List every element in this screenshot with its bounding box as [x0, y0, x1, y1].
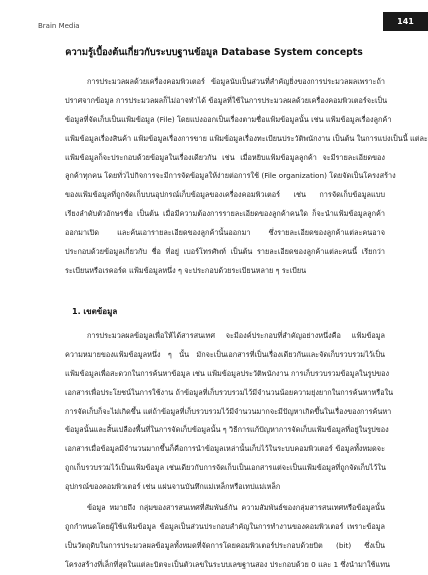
text-line: ข้อมูลนั้นและสิ้นเปลืองพื้นที่ในการจัดเก็บข้อมูลนั้น ๆ วิธีการแก้ปัญหาการจัดเก็บแฟ้มข้อมูลที่อยู่ในรูปของ — [65, 425, 389, 435]
text-line: ถูกกำหนดโดยผู้ใช้แฟ้มข้อมูล ข้อมูลเป็นส่วนประกอบสำคัญในการทำงานของคอมพิวเตอร์ เพราะข้อมูล — [65, 521, 385, 531]
text-line: แฟ้มข้อมูลก็จะประกอบด้วยข้อมูลในเรื่องเดียวกัน เช่น เมื่อหยิบแฟ้มข้อมูลลูกค้า จะมีรายละเอียดของ — [65, 152, 385, 162]
text-line: เอกสารเมื่อข้อมูลมีจำนวนมากขึ้นก็คือการนำข้อมูลเหล่านั้นเก็บไว้ในระบบคอมพิวเตอร์ ข้อมูลทั้งหมดจะ — [65, 444, 385, 454]
paragraph-intro — [65, 73, 428, 281]
text-line: โครงสร้างที่เล็กที่สุดในแต่ละบิตจะเป็นตัวเลขในระบบเลขฐานสอง ประกอบด้วย 0 และ 1 ซึ่งนำมาใช้แทน — [65, 559, 390, 569]
text-line: เรียงลำดับตัวอักษรชื่อ เป็นต้น เมื่อมีความต้องการรายละเอียดของลูกค้าคนใด ก็จะนำแฟ้มข้อมูลลูกค้า — [65, 209, 385, 219]
text-line: ระเบียนหรือเรคอร์ด แฟ้มข้อมูลหนึ่ง ๆ จะประกอบด้วยระเบียนหลาย ๆ ระเบียน — [65, 265, 307, 275]
text-line: ถูกเก็บรวบรวมไว้เป็นแฟ้มข้อมูล เช่นเดียวกับการจัดเก็บเป็นเอกสารแต่จะเป็นแฟ้มข้อมูลที่ถูกจัดเก็บไว้ใน — [65, 463, 386, 473]
text-line: ข้อมูลที่จัดเก็บเป็นแฟ้มข้อมูล (File) โดยแบ่งออกเป็นเรื่องตามชื่อแฟ้มข้อมูลนั้น เช่น แฟ้มข้อมูลเรื่องลูกค้า — [65, 114, 392, 124]
page-number-badge: 141 — [383, 12, 428, 31]
chapter-title: ความรู้เบื้องต้นเกี่ยวกับระบบฐานข้อมูล Database System concepts — [65, 47, 363, 58]
section-heading: 1. เขตข้อมูล — [72, 307, 118, 316]
text-line: ออกมาเปิด และค้นเอารายละเอียดของลูกค้านั้นออกมา ซึ่งรายละเอียดของลูกค้าแต่ละคนอาจ — [65, 228, 385, 238]
paragraph-data-fields — [65, 327, 394, 497]
text-line: แฟ้มข้อมูลเพื่อสะดวกในการค้นหาข้อมูล เช่น แฟ้มข้อมูลประวัติพนักงาน การเก็บรวบรวมข้อมูลในรูปของ — [65, 368, 390, 378]
text-line: การประมวลผลด้วยเครื่องคอมพิวเตอร์ ข้อมูลนับเป็นส่วนที่สำคัญยิ่งของการประมวลผลเพราะถ้า — [87, 77, 385, 86]
text-line: เป็นวัตถุดิบในการประมวลผลข้อมูลทั้งหมดที่จัดการโดยคอมพิวเตอร์ประกอบด้วยบิต (bit) ซึ่งเป็น — [65, 540, 385, 550]
text-line: การจัดเก็บก็จะไม่เกิดขึ้น แต่ถ้าข้อมูลที่เก็บรวบรวมไว้มีจำนวนมากจะมีปัญหาเกิดขึ้นในเรื่องของการค้นหา — [65, 406, 392, 416]
paragraph-data-definition — [65, 499, 390, 575]
text-line: ปราศจากข้อมูล การประมวลผลก็ไม่อาจทำได้ ข้อมูลที่ใช้ในการประมวลผลด้วยเครื่องคอมพิวเตอร์จะเป็น — [65, 95, 388, 105]
text-line: ความหมายของแฟ้มข้อมูลหนึ่ง ๆ นั้น มักจะเป็นเอกสารที่เป็นเรื่องเดียวกันและจัดเก็บรวบรวมไว้เป็น — [65, 349, 385, 359]
publisher-name: Brain Media — [38, 22, 80, 30]
text-line: ประกอบด้วยข้อมูลเกี่ยวกับ ชื่อ ที่อยู่ เบอร์โทรศัพท์ เป็นต้น รายละเอียดของลูกค้าแต่ละคนนี้ เรียกว่า — [65, 247, 385, 257]
text-line: แฟ้มข้อมูลเรื่องสินค้า แฟ้มข้อมูลเรื่องการขาย แฟ้มข้อมูลเรื่องทะเบียนประวัติพนักงาน เป็นต้น ในการแบ่งเป็นนี้ แต่ละ — [65, 133, 428, 143]
text-line: ของแฟ้มข้อมูลที่ถูกจัดเก็บบนอุปกรณ์เก็บข้อมูลของเครื่องคอมพิวเตอร์ เช่น การจัดเก็บข้อมูลแบบ — [65, 190, 385, 200]
text-line: อุปกรณ์ของคอมพิวเตอร์ เช่น แผ่นจานบันทึกแม่เหล็กหรือเทปแม่เหล็ก — [65, 482, 281, 492]
text-line: ลูกค้าทุกคน โดยทั่วไปกิจการจะมีการจัดข้อมูลให้ง่ายต่อการใช้ (File organization) โดยจัดเป็นโครงสร้าง — [65, 171, 396, 181]
text-line: เอกสารเพื่อประโยชน์ในการใช้งาน ถ้าข้อมูลที่เก็บรวบรวมไว้มีจำนวนน้อยความยุ่งยากในการค้นหาหรือใน — [65, 387, 394, 397]
text-line: การประมวลผลข้อมูลเพื่อให้ได้สารสนเทศ จะมีองค์ประกอบที่สำคัญอย่างหนึ่งคือ แฟ้มข้อมูล — [87, 331, 385, 340]
text-line: ข้อมูล หมายถึง กลุ่มของสารสนเทศที่สัมพันธ์กัน ความสัมพันธ์ของกลุ่มสารสนเทศหรือข้อมูลนั้น — [87, 503, 385, 512]
